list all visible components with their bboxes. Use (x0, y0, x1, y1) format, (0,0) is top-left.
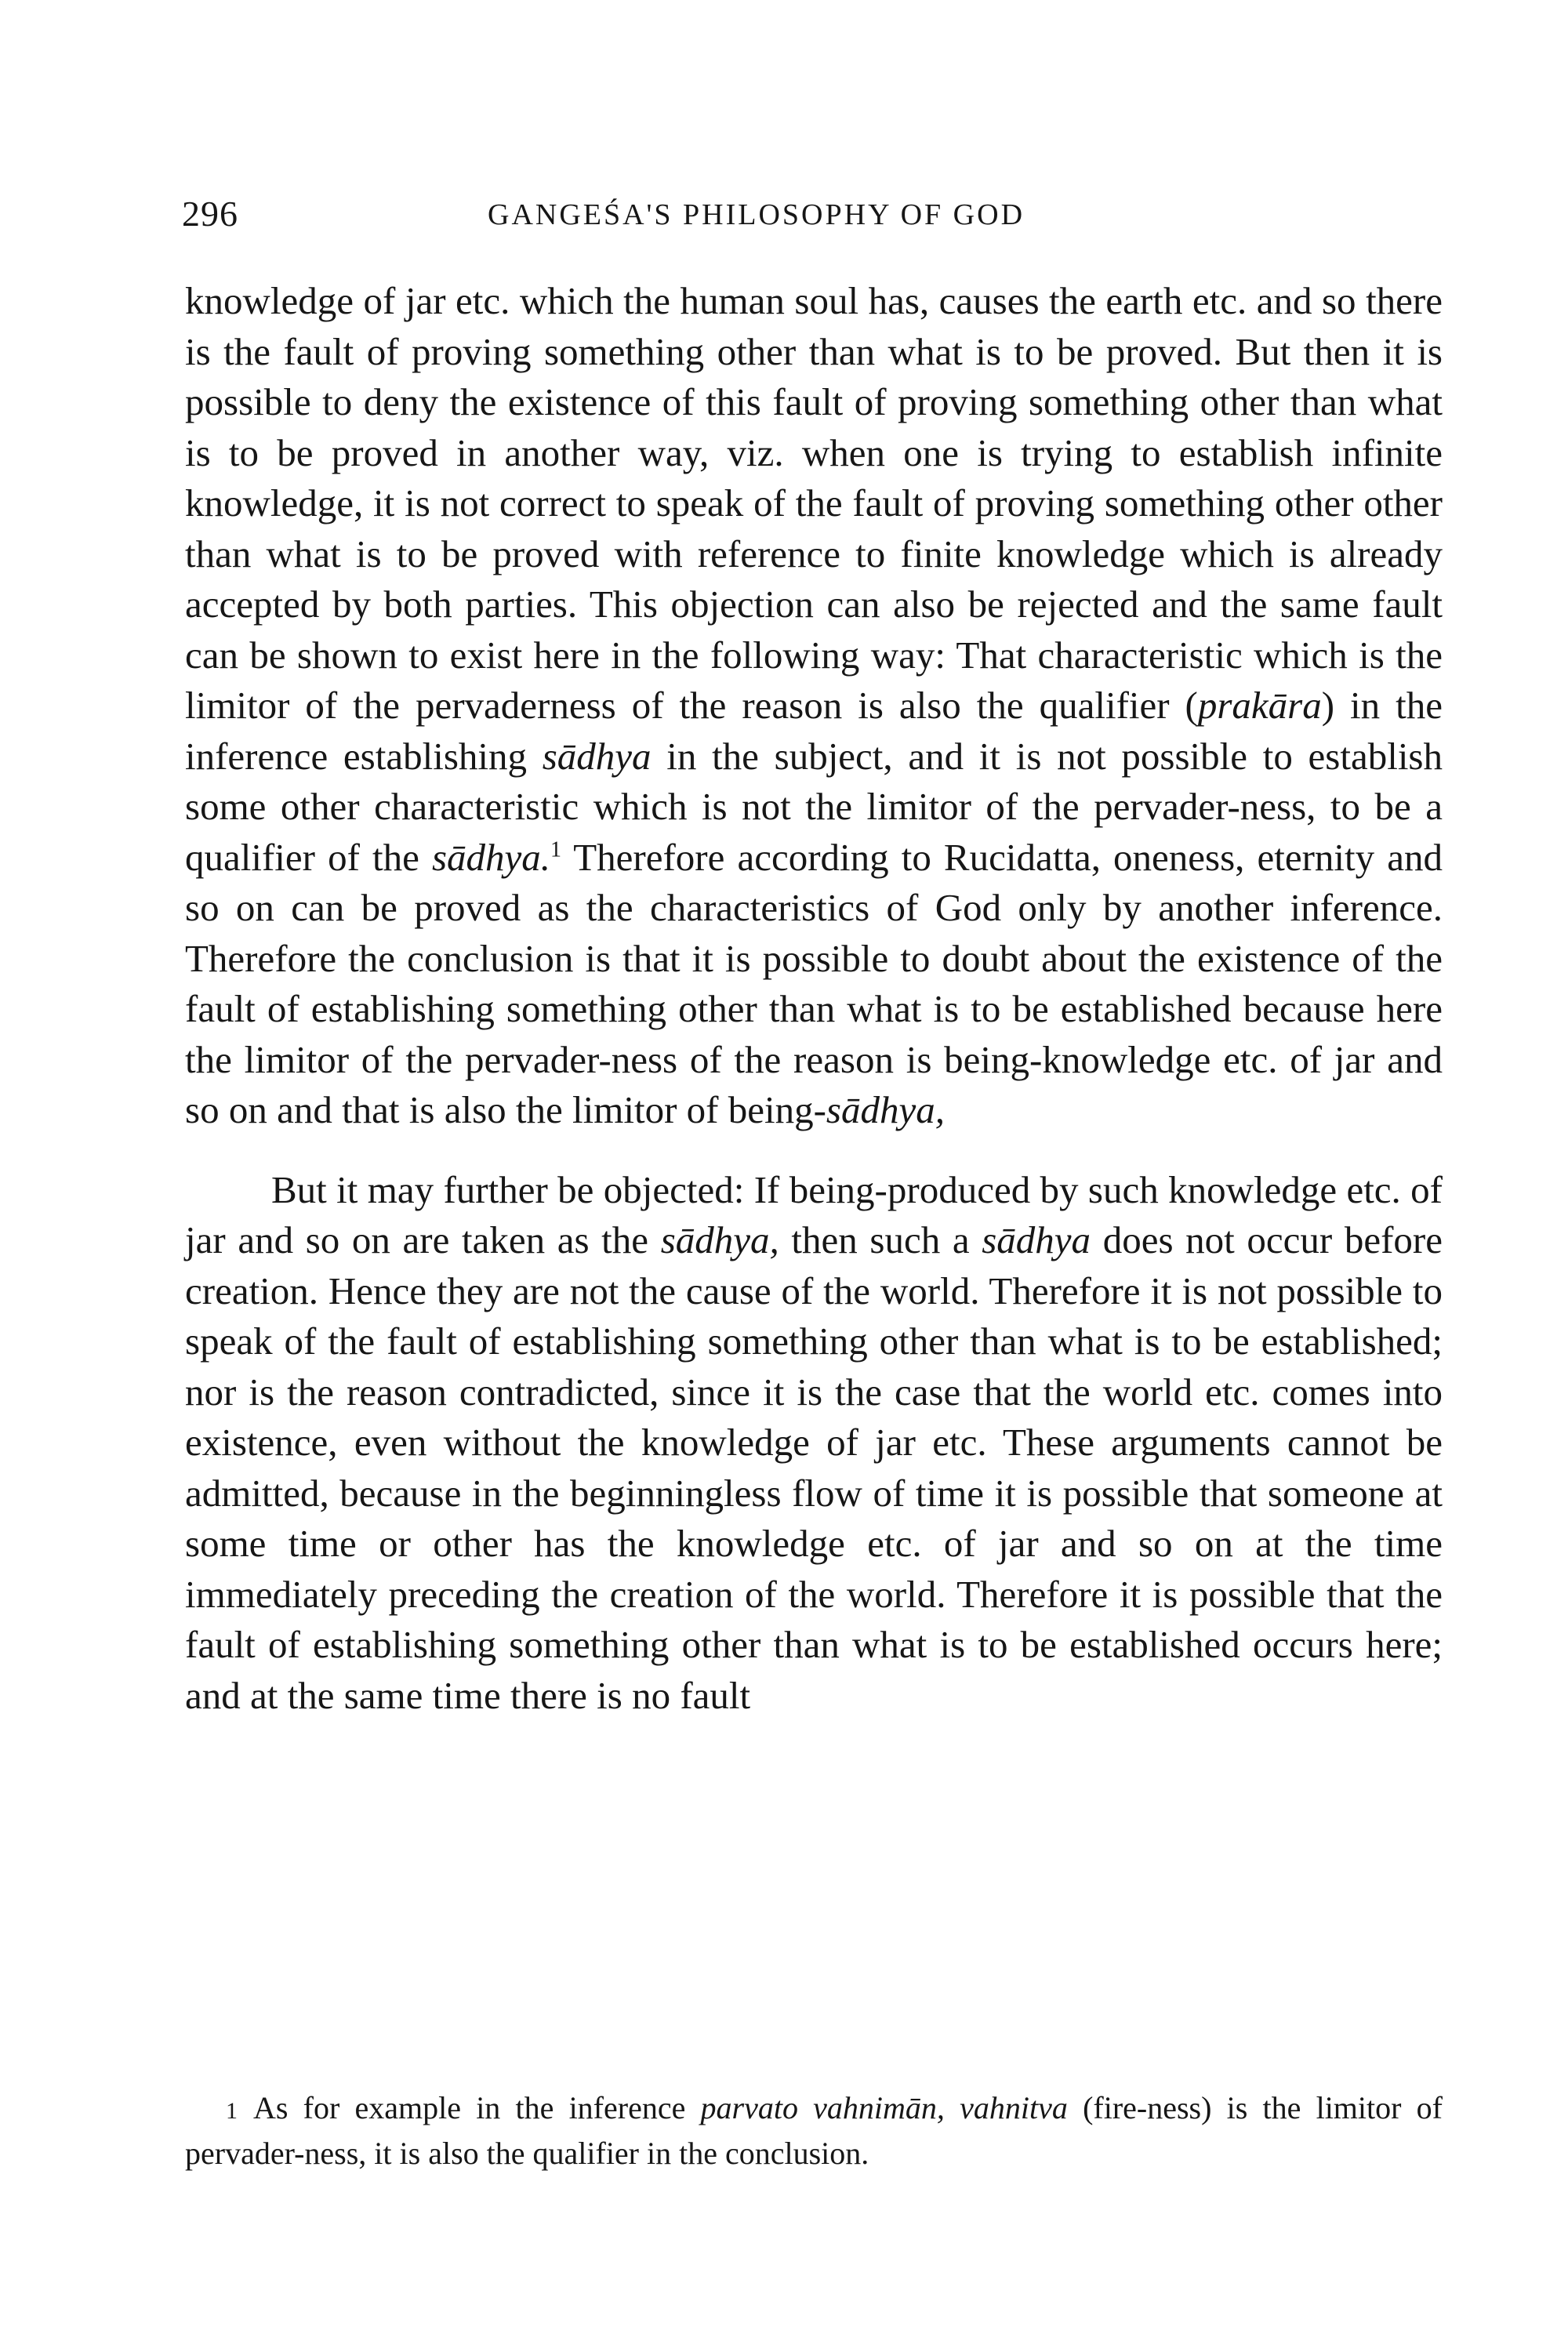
p1-text-c: in the subject, and it is not possible to establish some other characteristic which is not the limitor of the pervader-ness, to be a qualifier of the (185, 734, 1443, 879)
paragraph-1 (185, 276, 1443, 1136)
p2-text-b: then such a (779, 1218, 982, 1261)
p1-text-b: ) in the inference establishing (185, 684, 1443, 778)
body-text (185, 276, 1443, 1721)
p2-text-c: does not occur before creation. Hence they are not the cause of the world. Therefore it is not possible to speak of the fault of establishing something other than what is to be established; nor is the reason contradicted, since it is the case that the world etc. comes into existence, even without the knowledge of jar etc. These arguments cannot be admitted, because in the beginningless flow of time it is possible that someone at some time or other has the knowledge etc. of jar and so on at the time immediately preceding the creation of the world. Therefore it is possible that the fault of establishing something other than what is to be established occurs here; and at the same time there is no fault (185, 1218, 1443, 1717)
page-number: 296 (182, 194, 238, 234)
term-vahnitva: vahnitva (960, 2090, 1068, 2125)
running-title: GANGEŚA'S PHILOSOPHY OF GOD (488, 198, 1025, 231)
footnote-marker: 1 (226, 2098, 238, 2124)
p1-text-a: knowledge of jar etc. which the human soul has, causes the earth etc. and so there is the fault of proving something other than what is to be proved. But then it is possible to deny the existence of this fault of proving something other than what is to be proved in another way, viz. when one is trying to establish infinite knowledge, it is not correct to speak of the fault of proving something other other than what is to be proved with reference to finite knowledge which is already accepted by both parties. This objection can also be rejected and the same fault can be shown to exist here in the following way: That characteristic which is the limitor of the pervaderness of the reason is also the qualifier ( (185, 279, 1443, 727)
term-sadhya: sādhya (982, 1218, 1091, 1261)
p1-text-d: Therefore according to Rucidatta, oneness, eternity and so on can be proved as the characteristics of God only by another inference. Therefore the conclusion is that it is possible to doubt about the existence of the fault of establishing something other than what is to be established because here the limitor of the pervader-ness of the reason is being-knowledge etc. of jar and so on and that is also the limitor of being- (185, 835, 1443, 1131)
page-header (182, 193, 1436, 248)
term-sadhya: sādhya, (826, 1088, 945, 1131)
term-parvato-vahniman: parvato vahnimān, (700, 2090, 945, 2125)
footnote-text-a: As for example in the inference (253, 2090, 701, 2125)
term-sadhya: sādhya (542, 734, 652, 778)
footnote-text-b (945, 2090, 960, 2125)
footnote-text-c: (fire-ness) is the limitor of pervader-ness, it is also the qualifier in the conclusion. (185, 2090, 1443, 2171)
term-prakara: prakāra (1197, 684, 1322, 727)
term-sadhya: sādhya, (660, 1218, 779, 1261)
footnote-reference: 1 (550, 837, 562, 862)
term-sadhya: sādhya. (431, 835, 551, 879)
paragraph-2 (185, 1165, 1443, 1722)
footnote (185, 2087, 1443, 2175)
p2-text-a: But it may further be objected: If being-produced by such knowledge etc. of jar and so on are taken as the (185, 1167, 1443, 1261)
